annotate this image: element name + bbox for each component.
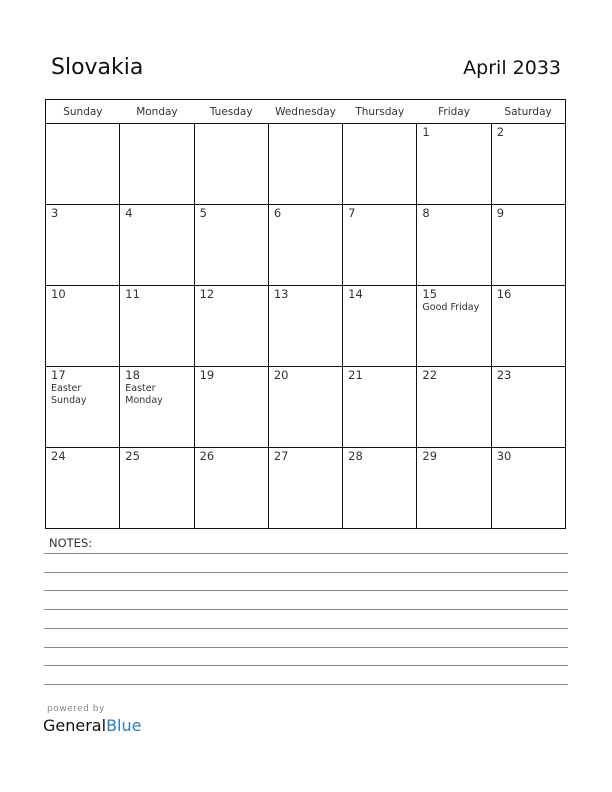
day-cell	[194, 205, 268, 286]
day-cell	[46, 448, 120, 529]
day-number: 28	[348, 449, 363, 463]
powered-by-text: powered by	[47, 704, 105, 714]
day-cell	[46, 124, 120, 205]
note-line	[44, 684, 568, 685]
day-cell	[417, 448, 491, 529]
day-number: 8	[422, 206, 430, 220]
weekday-friday: Friday	[417, 100, 491, 124]
weekday-sunday: Sunday	[46, 100, 120, 124]
day-number: 17	[51, 368, 66, 382]
day-number: 6	[273, 206, 282, 220]
day-number: 14	[348, 287, 363, 301]
day-cell	[46, 367, 120, 448]
day-cell	[120, 286, 194, 367]
day-number: 25	[125, 449, 140, 463]
day-number: 5	[199, 206, 207, 220]
day-number: 19	[199, 368, 215, 382]
day-number: 30	[496, 449, 512, 463]
day-cell	[268, 367, 342, 448]
day-cell	[491, 205, 565, 286]
day-number: 23	[496, 368, 512, 382]
day-number: 29	[422, 449, 438, 463]
weekday-wednesday: Wednesday	[268, 100, 342, 124]
holiday-label: Good Friday	[422, 302, 480, 313]
day-cell	[194, 367, 268, 448]
day-cell	[417, 286, 491, 367]
day-cell	[194, 286, 268, 367]
brand-general: General	[43, 716, 107, 735]
weekday-monday: Monday	[120, 100, 194, 124]
note-line	[44, 572, 568, 573]
week-row	[46, 367, 566, 448]
holiday-label: Easter Sunday	[51, 383, 87, 406]
note-line	[44, 628, 568, 629]
day-cell	[343, 367, 417, 448]
day-number: 24	[51, 449, 66, 463]
week-row	[46, 286, 566, 367]
day-number: 12	[199, 287, 215, 301]
brand-blue: Blue	[106, 716, 142, 735]
calendar-grid	[45, 99, 566, 529]
day-number: 2	[496, 125, 505, 139]
note-line	[44, 609, 568, 610]
day-cell	[46, 286, 120, 367]
day-number: 15	[422, 287, 438, 301]
day-cell	[194, 124, 268, 205]
day-cell	[417, 124, 491, 205]
day-cell	[343, 205, 417, 286]
day-cell	[120, 124, 194, 205]
day-number: 16	[496, 287, 512, 301]
holiday-label: Easter Monday	[125, 383, 163, 406]
day-number: 21	[348, 368, 363, 382]
day-number: 27	[273, 449, 289, 463]
generalblue-logo	[43, 716, 141, 735]
day-number: 1	[422, 125, 430, 139]
notes-label: NOTES:	[49, 536, 93, 550]
day-number: 26	[199, 449, 215, 463]
country-title: Slovakia	[51, 55, 144, 80]
day-number: 13	[273, 287, 289, 301]
day-number: 10	[51, 287, 66, 301]
week-row	[46, 124, 566, 205]
day-cell	[417, 205, 491, 286]
day-cell	[268, 286, 342, 367]
day-number: 18	[125, 368, 140, 382]
day-cell	[491, 448, 565, 529]
note-line	[44, 553, 568, 554]
week-row	[46, 448, 566, 529]
weekday-header-row	[46, 100, 566, 124]
day-cell	[343, 124, 417, 205]
weekday-thursday: Thursday	[343, 100, 417, 124]
day-number: 9	[496, 206, 505, 220]
note-line	[44, 665, 568, 666]
day-number: 20	[273, 368, 289, 382]
week-row	[46, 205, 566, 286]
day-cell	[268, 124, 342, 205]
note-line	[44, 647, 568, 648]
note-line	[44, 590, 568, 591]
weekday-saturday: Saturday	[491, 100, 565, 124]
day-cell	[343, 286, 417, 367]
month-year-title: April 2033	[463, 57, 561, 79]
day-cell	[268, 205, 342, 286]
day-cell	[491, 124, 565, 205]
day-cell	[268, 448, 342, 529]
day-number: 22	[422, 368, 438, 382]
day-cell	[120, 205, 194, 286]
day-cell	[491, 367, 565, 448]
day-cell	[194, 448, 268, 529]
day-cell	[120, 367, 194, 448]
day-cell	[491, 286, 565, 367]
day-number: 7	[348, 206, 356, 220]
day-number: 3	[51, 206, 59, 220]
day-number: 4	[125, 206, 133, 220]
weekday-tuesday: Tuesday	[194, 100, 268, 124]
day-number: 11	[125, 287, 140, 301]
day-cell	[120, 448, 194, 529]
day-cell	[343, 448, 417, 529]
day-cell	[417, 367, 491, 448]
day-cell	[46, 205, 120, 286]
